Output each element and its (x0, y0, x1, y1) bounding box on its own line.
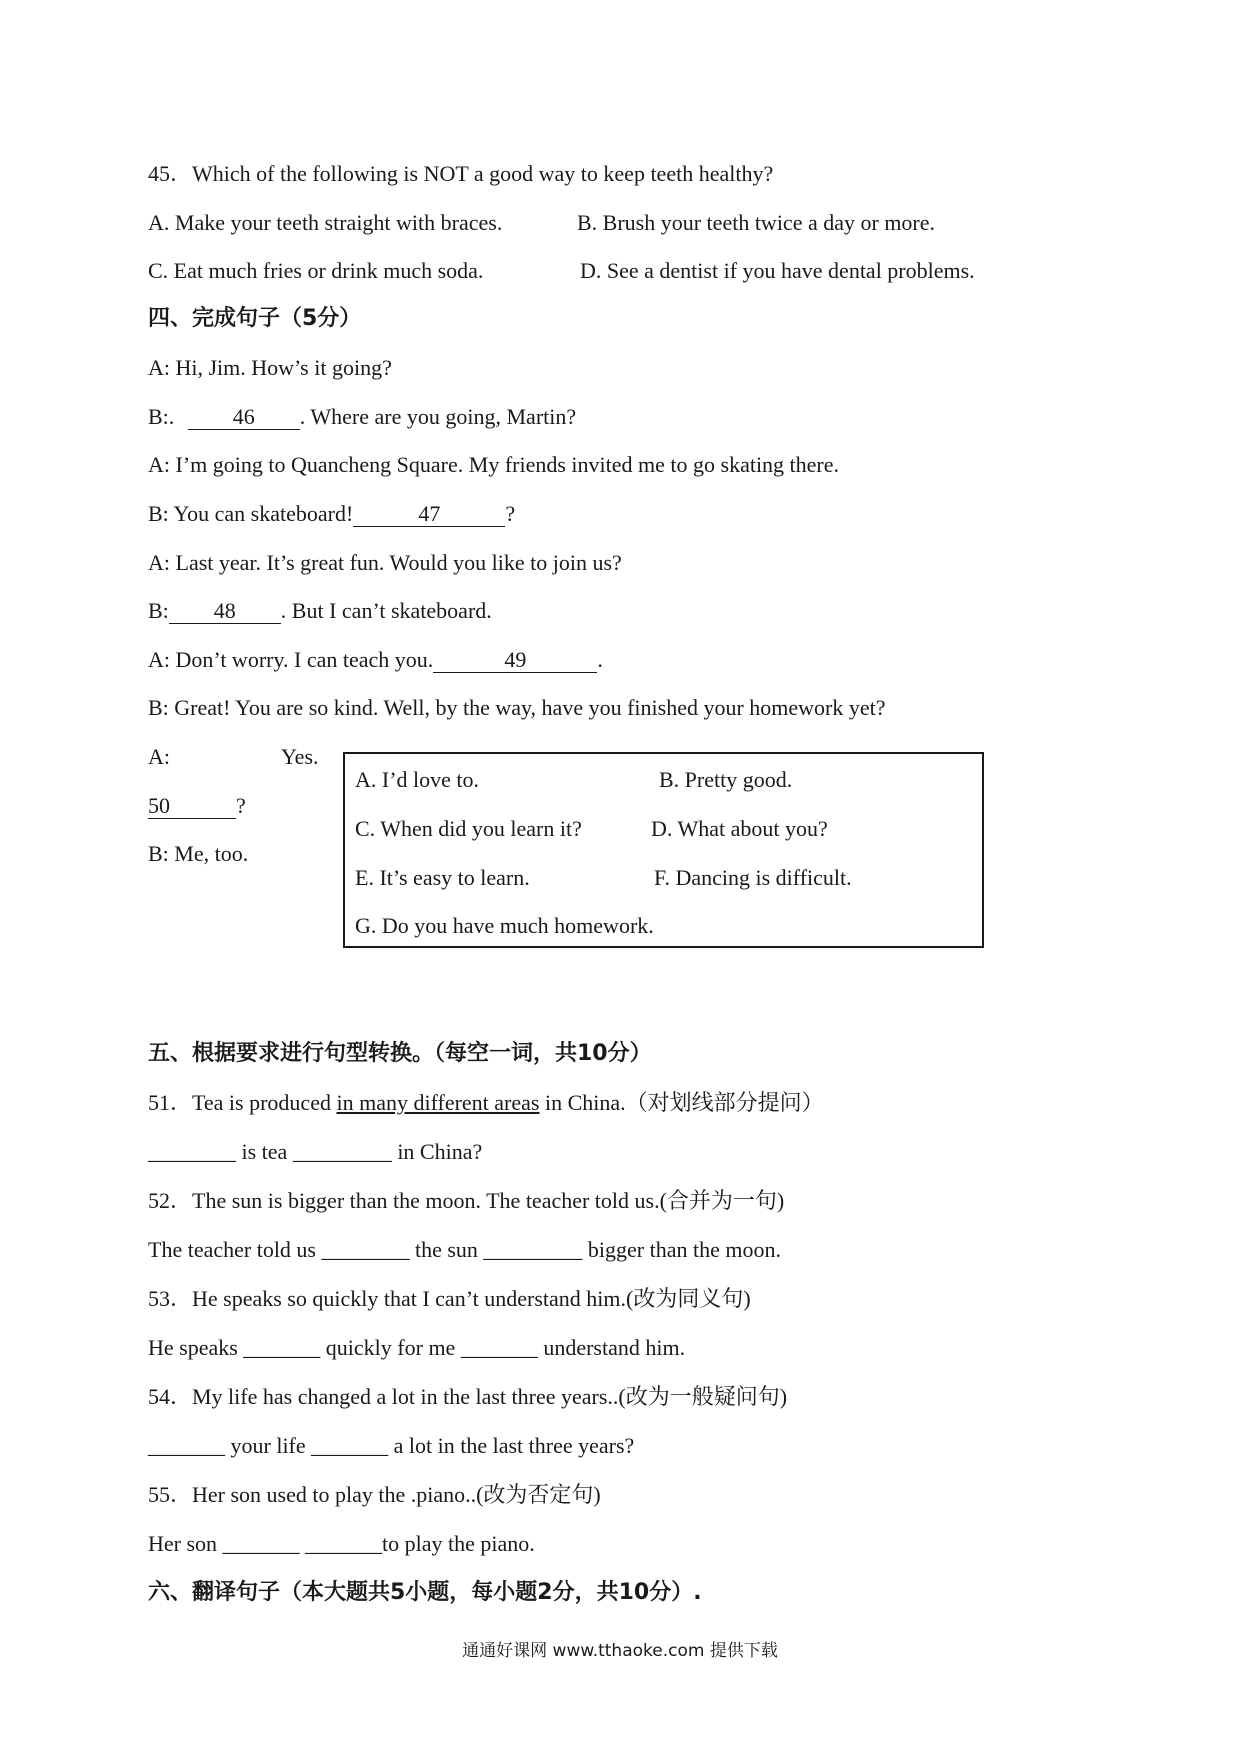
section4-heading: 四、完成句子（5分） (148, 306, 362, 331)
option-a: A. I’d love to. (355, 767, 480, 792)
dialogue-text: A: Don’t worry. I can teach you. (148, 647, 434, 672)
q52-question: 52．The sun is bigger than the moon. The teacher told us.(合并为一句) (148, 1188, 785, 1213)
options-box (343, 752, 984, 948)
dialogue-line-10: B: Me, too. (148, 841, 249, 866)
option-d: D. What about you? (651, 816, 828, 841)
q51-text: 51．Tea is produced (148, 1090, 337, 1115)
dialogue-speaker: B:. (148, 404, 175, 429)
blank-50[interactable]: 50 (148, 794, 236, 819)
q51-underlined-phrase: in many different areas (336, 1090, 540, 1115)
q52-answer-line[interactable]: The teacher told us ________ the sun _________ bigger than the moon. (148, 1237, 781, 1262)
dialogue-line-3: A: I’m going to Quancheng Square. My friends invited me to go skating there. (148, 452, 840, 477)
option-f: F. Dancing is difficult. (654, 865, 852, 890)
dialogue-line-6 (148, 597, 492, 625)
dialogue-speaker: B: (148, 598, 169, 623)
blank-49[interactable]: 49 (433, 648, 597, 673)
q53-question: 53．He speaks so quickly that I can’t understand him.(改为同义句) (148, 1286, 751, 1311)
q45-question: 45．Which of the following is NOT a good way to keep teeth healthy? (148, 161, 774, 186)
blank-46[interactable]: 46 (188, 405, 300, 430)
option-b: B. Pretty good. (659, 767, 793, 792)
dialogue-line-9 (148, 792, 246, 820)
dialogue-line-8: B: Great! You are so kind. Well, by the way, have you finished your homework yet? (148, 695, 886, 720)
q53-answer-line[interactable]: He speaks _______ quickly for me _______ understand him. (148, 1335, 686, 1360)
dialogue-line-5: A: Last year. It’s great fun. Would you like to join us? (148, 550, 622, 575)
dialogue-text: . Where are you going, Martin? (299, 404, 577, 429)
q51-answer-line[interactable]: ________ is tea _________ in China? (148, 1139, 483, 1164)
dialogue-line-4 (148, 500, 515, 528)
option-e: E. It’s easy to learn. (355, 865, 530, 890)
section5-heading: 五、根据要求进行句型转换。（每空一词，共10分） (148, 1041, 652, 1066)
option-g: G. Do you have much homework. (355, 913, 654, 938)
dialogue-text: . But I can’t skateboard. (280, 598, 492, 623)
q54-answer-line[interactable]: _______ your life _______ a lot in the last three years? (148, 1433, 635, 1458)
blank-48[interactable]: 48 (169, 599, 281, 624)
q51-question (148, 1089, 824, 1117)
dialogue-line-2 (148, 403, 576, 431)
dialogue-line-7 (148, 646, 603, 674)
q54-question: 54．My life has changed a lot in the last three years..(改为一般疑问句) (148, 1384, 788, 1409)
dialogue-text: . (597, 647, 603, 672)
dialogue-text: ? (505, 501, 516, 526)
page-footer: 通通好课网 www.tthaoke.com 提供下载 (462, 1641, 778, 1661)
dialogue-text: B: You can skateboard! (148, 501, 354, 526)
q45-option-a: A. Make your teeth straight with braces. (148, 210, 503, 235)
dialogue-line-1: A: Hi, Jim. How’s it going? (148, 355, 392, 380)
dialogue-text: ? (236, 793, 246, 818)
blank-47[interactable]: 47 (353, 502, 505, 527)
q45-option-b: B. Brush your teeth twice a day or more. (577, 210, 936, 235)
q45-option-c: C. Eat much fries or drink much soda. (148, 258, 484, 283)
q51-instruction: in China.（对划线部分提问） (539, 1090, 824, 1115)
q55-answer-line[interactable]: Her son _______ _______to play the piano. (148, 1531, 535, 1556)
option-c: C. When did you learn it? (355, 816, 582, 841)
dialogue-speaker-a: A: (148, 744, 170, 769)
q55-question: 55．Her son used to play the .piano..(改为否定句) (148, 1482, 601, 1507)
dialogue-yes: Yes. (281, 744, 319, 769)
q45-option-d: D. See a dentist if you have dental problems. (580, 258, 975, 283)
section6-heading: 六、翻译句子（本大题共5小题，每小题2分，共10分）. (148, 1580, 702, 1605)
